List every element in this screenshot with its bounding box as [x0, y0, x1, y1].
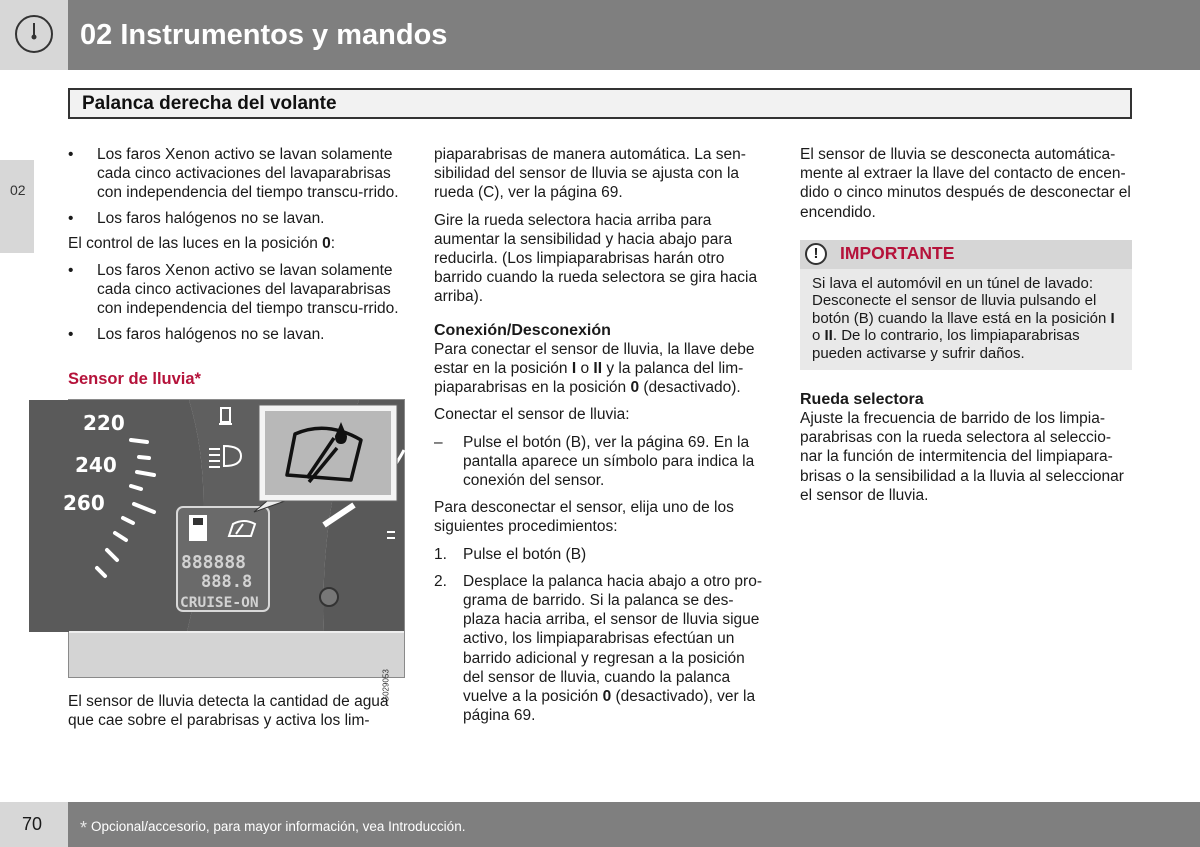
speed-label-240: 240 [75, 453, 117, 478]
chapter-side-tab [0, 160, 34, 253]
dashboard-illustration [63, 400, 404, 677]
connect-label: Conectar el sensor de lluvia: [434, 406, 630, 424]
column-3 [800, 145, 1132, 513]
disconnect-paragraph: Para desconectar el sensor, elija uno de los siguientes procedimientos: [434, 499, 734, 536]
rain-sensor-intro: El sensor de lluvia detecta la cantidad de agua que cae sobre el parabrisas y activa los lim- [68, 693, 389, 730]
section-title-box [68, 88, 1132, 119]
step-number: 2. [434, 572, 447, 590]
bullet-mark: • [68, 262, 74, 280]
speed-label-260: 260 [63, 491, 105, 516]
paragraph: El sensor de lluvia se desconecta automática-mente al extraer la llave del contacto de encen-dido o cinco minutos después de desconectar el encendido. [800, 146, 1131, 221]
chapter-title: 02 Instrumentos y mandos [80, 19, 448, 51]
dash-mark: – [434, 433, 443, 451]
speed-label-220: 220 [83, 411, 125, 436]
column-1 [63, 145, 403, 738]
bullet-mark: • [68, 146, 74, 163]
gauge-icon [14, 14, 54, 54]
footnote-star: * [80, 818, 88, 838]
numbered-step: 1. Pulse el botón (B) [434, 545, 587, 563]
numbered-step: 2. Desplace la palanca hacia abajo a otro pro-grama de barrido. Si la palanca se des-plaza hacia arriba, el sensor de lluvia sigue activo, los limpiaparabrisas efectúan un barrido adicional y regresan a la posición del sensor de lluvia, cuando la palanca vuelve a la posición 0 (desactivado), ver la página 69. [434, 572, 762, 725]
bullet-item: • Los faros halógenos no se lavan. [68, 325, 325, 343]
paragraph: Gire la rueda selectora hacia arriba para aumentar la sensibilidad y hacia abajo para reducirla. (Los limpiaparabrisas harán otro barrido cuando la rueda selectora se gira hacia arriba). [434, 211, 758, 306]
bullet-mark: • [68, 209, 74, 227]
section-title: Palanca derecha del volante [82, 93, 337, 114]
important-text: Si lava el automóvil en un túnel de lavado: Desconecte el sensor de lluvia pulsando el botón (B) cuando la llave está en la posición I o II. De lo contrario, los limpiaparabrisas pueden activarse y sufrir daños. [812, 274, 1115, 362]
bullet-item: • Los faros Xenon activo se lavan solamente cada cinco activaciones del lavaparabrisas con independencia del tiempo transcu-rrido. [68, 146, 399, 202]
connect-paragraph: Para conectar el sensor de lluvia, la llave debe estar en la posición I o II y la palanca del lim-piaparabrisas en la posición 0 (desactivado). [434, 340, 755, 397]
column-2 [434, 145, 769, 733]
dashboard-figure [63, 399, 405, 702]
page-number: 70 [22, 814, 43, 834]
connect-disconnect-heading: Conexión/Desconexión [434, 321, 611, 339]
header-icon-panel [0, 0, 68, 70]
position-paragraph: El control de las luces en la posición 0: [68, 234, 336, 252]
display-digits-row1: 888888 [181, 552, 247, 574]
bullet-mark: • [68, 325, 74, 343]
dash-item: – Pulse el botón (B), ver la página 69. En la pantalla aparece un símbolo para indica la conexión del sensor. [434, 433, 755, 490]
display-digits-row2: 888.8 [201, 572, 253, 593]
side-tab-label: 02 [10, 182, 26, 198]
figure-code: G029053 [381, 669, 391, 702]
selector-wheel-text: Ajuste la frecuencia de barrido de los limpia-parabrisas con la rueda selectora al seleccio-nar la función de intermitencia del limpiapara-brisas o la sensibilidad a la lluvia al seleccionar el sensor de lluvia. [800, 410, 1124, 504]
selector-wheel-heading: Rueda selectora [800, 390, 924, 408]
paragraph: piaparabrisas de manera automática. La sen-sibilidad del sensor de lluvia se ajusta con la rueda (C), ver la página 69. [434, 146, 746, 202]
rain-sensor-heading: Sensor de lluvia* [68, 369, 201, 388]
warning-icon: ! [805, 243, 827, 265]
footnote: * Opcional/accesorio, para mayor información, vea Introducción. [80, 818, 466, 838]
bullet-item: • Los faros Xenon activo se lavan solamente cada cinco activaciones del lavaparabrisas con independencia del tiempo transcu-rrido. [68, 262, 399, 318]
important-box [800, 240, 1132, 370]
important-header [800, 240, 1132, 269]
bullet-item: • Los faros halógenos no se lavan. [68, 209, 325, 227]
step-number: 1. [434, 545, 447, 563]
important-title: IMPORTANTE [840, 242, 955, 263]
cruise-on-label: CRUISE-ON [180, 595, 259, 612]
